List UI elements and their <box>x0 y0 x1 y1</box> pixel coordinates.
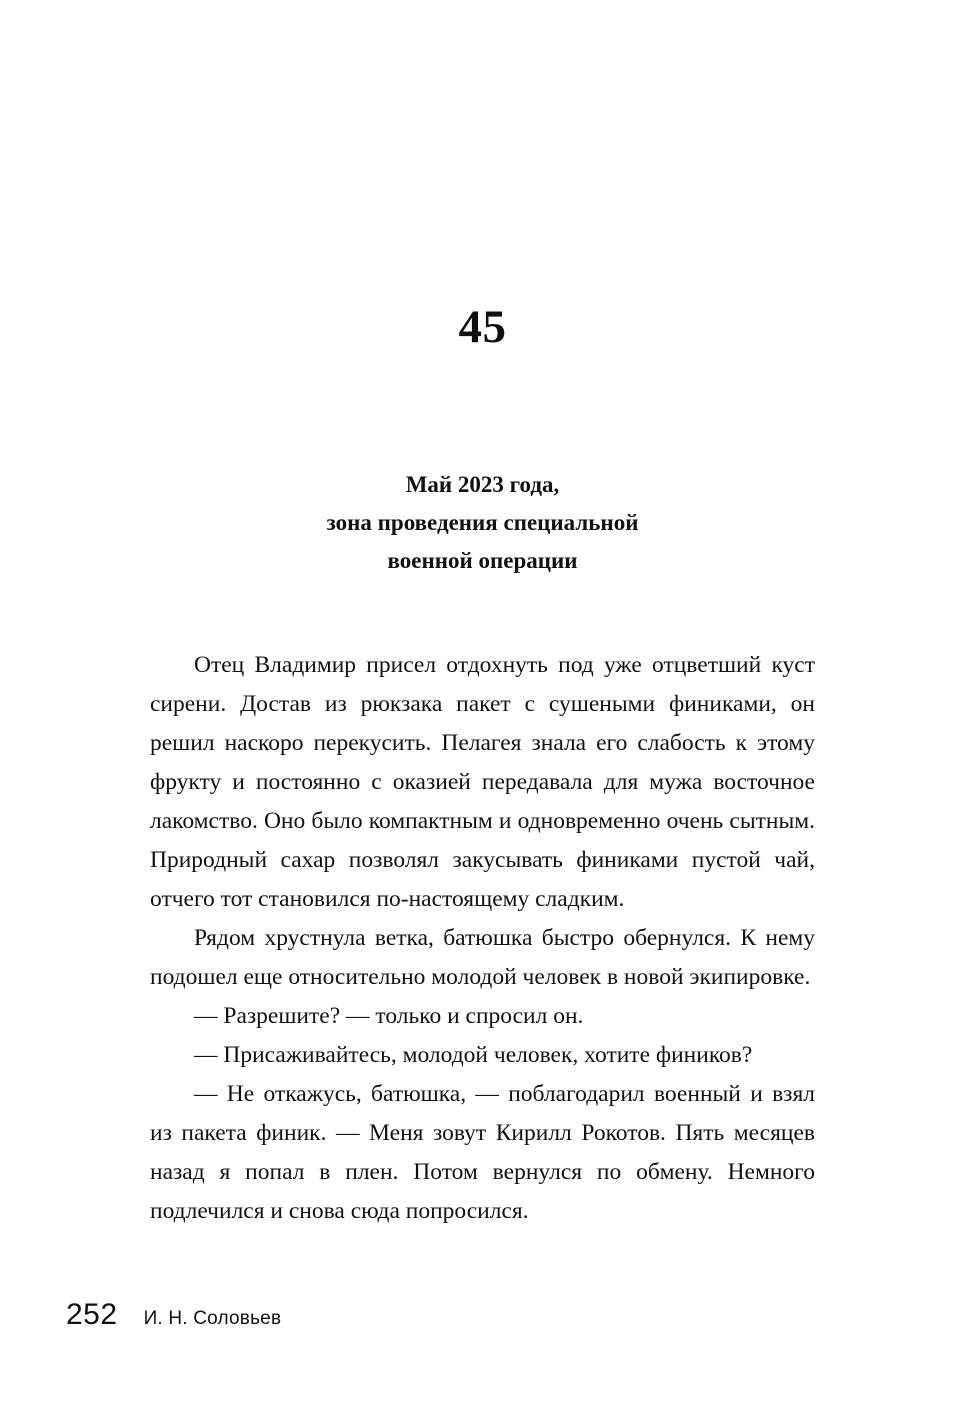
chapter-number: 45 <box>458 301 507 353</box>
section-heading-line-3: военной операции <box>387 547 578 573</box>
paragraph: — Присаживайтесь, молодой человек, хотите фиников? <box>194 1041 753 1068</box>
page-footer <box>66 1298 281 1332</box>
section-heading-line-1: Май 2023 года, <box>405 472 560 497</box>
body-text <box>150 646 815 1231</box>
paragraph: — Разрешите? — только и спросил он. <box>194 1002 584 1029</box>
section-heading <box>150 466 815 580</box>
page-number: 252 <box>66 1298 118 1331</box>
page-content <box>150 0 815 1231</box>
paragraph: Рядом хрустнула ветка, батюшка быстро обернулся. К нему подошел еще относительно молодой человек в новой экипировке. <box>150 924 815 990</box>
section-heading-line-2: зона проведения специальной <box>326 509 639 535</box>
running-head: И. Н. Соловьев <box>143 1308 282 1329</box>
paragraph: Отец Владимир присел отдохнуть под уже отцветший куст сирени. Достав из рюкзака пакет с сушеными финиками, он решил наскоро перекусить. Пелагея знала его слабость к этому фрукту и постоянно с оказией передавала для мужа восточное лакомство. Оно было компактным и одновременно очень сытным. Природный сахар позволял закусывать финиками пустой чай, отчего тот становился по-настоящему сладким. <box>150 651 815 912</box>
paragraph: — Не откажусь, батюшка, — поблагодарил военный и взял из пакета финик. — Меня зовут Кирилл Рокотов. Пять месяцев назад я попал в плен. Потом вернулся по обмену. Немного подлечился и снова сюда попросился. <box>150 1080 815 1224</box>
